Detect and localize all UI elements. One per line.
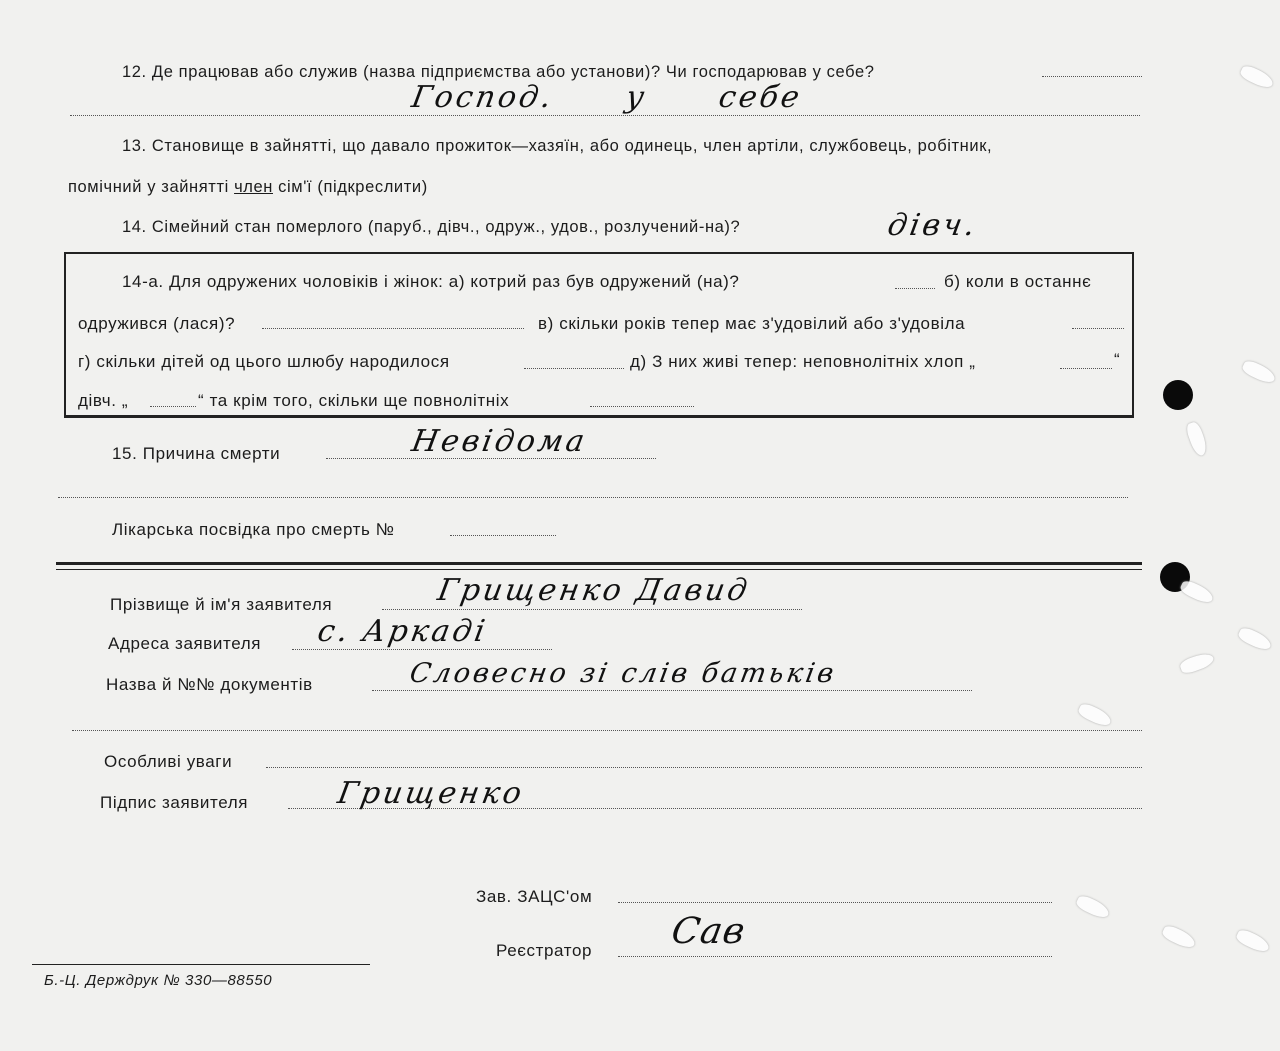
q14a-a-dotted: [895, 288, 935, 289]
paper-damage-mark: [1241, 358, 1278, 385]
registrar-signature: Сав: [668, 911, 749, 952]
printer-imprint: Б.-Ц. Держдрук № 330—88550: [44, 972, 273, 989]
q14a-line3-c: “: [1114, 350, 1121, 369]
paper-damage-mark: [1161, 923, 1198, 950]
q12-answer: Господ. у себе: [409, 80, 805, 115]
q14a-line2-b: в) скільки років тепер має з'удовілий або з'удовіла: [538, 314, 966, 333]
q15-label: 15. Причина смерти: [112, 444, 281, 463]
paper-damage-mark: [1077, 701, 1114, 728]
separator-bottom: [56, 569, 1142, 570]
paper-damage-mark: [1179, 651, 1216, 676]
paper-damage-mark: [1179, 578, 1216, 605]
q14a-line3-a: г) скільки дітей од цього шлюбу народилося: [78, 352, 450, 371]
applicant-address-label: Адреса заявителя: [108, 634, 262, 653]
q14a-c-dotted: [1072, 328, 1124, 329]
q12-label: 12. Де працював або служив (назва підприємства або установи)? Чи господарював у себе?: [122, 63, 875, 81]
head-label: Зав. ЗАЦС'ом: [476, 887, 593, 906]
q14a-d-dotted: [524, 368, 624, 369]
q14a-line4-b: “ та крім того, скільки ще повнолітніх: [198, 391, 510, 410]
q12-answer-line: [70, 115, 1140, 116]
applicant-signature: Грищенко: [335, 776, 528, 811]
applicant-name-value: Грищенко Давид: [435, 573, 753, 608]
q15-extra-line: [58, 497, 1128, 498]
q13-label-line2: [68, 177, 428, 197]
head-dotted: [618, 902, 1052, 903]
q14-label: 14. Сімейний стан померлого (паруб., дівч., одруж., удов., розлучений-на)?: [122, 218, 741, 236]
q12-dotted-line: [1042, 76, 1142, 77]
applicant-name-dotted: [382, 609, 802, 610]
q14a-b-dotted: [262, 328, 524, 329]
applicant-name-label: Прізвище й ім'я заявителя: [110, 595, 333, 614]
q14a-e-dotted: [1060, 368, 1112, 369]
signature-label: Підпис заявителя: [100, 793, 249, 812]
q13-label-line2-after: сім'ї (підкреслити): [272, 178, 428, 196]
notes-dotted: [266, 767, 1142, 768]
q14a-line4-a: дівч. „: [78, 391, 129, 410]
paper-damage-mark: [1237, 625, 1274, 652]
q13-label-line2-before: помічний у зайнятті: [68, 178, 235, 196]
registrar-label: Реєстратор: [496, 941, 593, 960]
q14a-line2-a: одружився (лася)?: [78, 314, 236, 333]
separator-top: [56, 562, 1142, 565]
registrar-dotted: [618, 956, 1052, 957]
q13-underlined-choice: член: [234, 178, 273, 196]
q14a-line1: 14-а. Для одружених чоловіків і жінок: а) котрий раз був одружений (на)?: [122, 272, 740, 291]
paper-damage-mark: [1185, 421, 1210, 458]
q14-answer: дівч.: [885, 208, 981, 243]
applicant-address-value: с. Аркаді: [315, 614, 491, 649]
q14a-line3-b: д) З них живі тепер: неповнолітніх хлоп „: [630, 352, 976, 371]
q14a-f-dotted: [150, 406, 196, 407]
q15-answer: Невідома: [409, 424, 590, 459]
medical-label: Лікарська посвідка про смерть №: [112, 520, 395, 539]
notes-label: Особливі уваги: [104, 752, 233, 771]
medical-dotted: [450, 535, 556, 536]
paper-damage-mark: [1075, 893, 1112, 920]
punch-hole: [1163, 380, 1193, 410]
q13-label-line1: 13. Становище в зайнятті, що давало прожиток—хазяїн, або одинець, член артіли, службовець, робітник,: [122, 137, 993, 155]
footer-rule: [32, 964, 370, 965]
q14a-g-dotted: [590, 406, 694, 407]
applicant-docs-extra-line: [72, 730, 1142, 731]
applicant-docs-label: Назва й №№ документів: [106, 675, 313, 694]
applicant-docs-value: Словесно зі слів батьків: [407, 658, 839, 689]
q14a-line1-b: б) коли в останнє: [944, 272, 1092, 291]
paper-damage-mark: [1235, 927, 1272, 954]
paper-damage-mark: [1239, 63, 1276, 90]
